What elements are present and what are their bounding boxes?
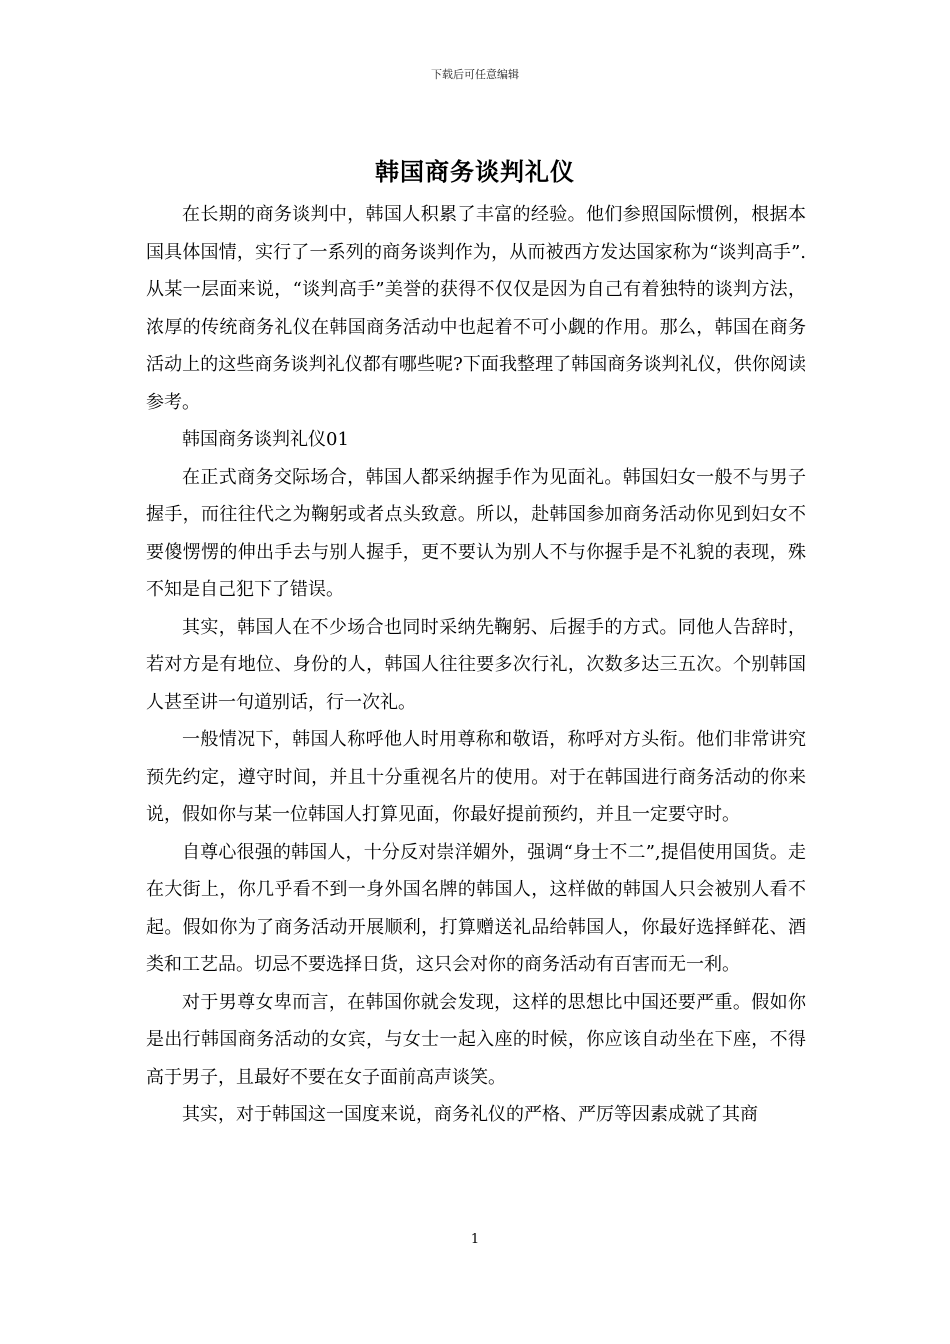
paragraph-gender: 对于男尊女卑而言，在韩国你就会发现，这样的思想比中国还要严重。假如你是出行韩国商务活动的女宾，与女士一起入座的时候，你应该自动坐在下座，不得高于男子，且最好不要在女子面前高声谈笑。 <box>146 991 806 1088</box>
paragraph-intro: 在长期的商务谈判中，韩国人积累了丰富的经验。他们参照国际惯例，根据本国具体国情，实行了一系列的商务谈判作为，从而被西方发达国家称为“谈判高手”.从某一层面来说，“谈判高手”美誉的获得不仅仅是因为自己有着独特的谈判方法，浓厚的传统商务礼仪在韩国商务活动中也起着不可小觑的作用。那么，韩国在商务活动上的这些商务谈判礼仪都有哪些呢?下面我整理了韩国商务谈判礼仪，供你阅读参考。 <box>146 204 806 413</box>
paragraph-gifts: 自尊心很强的韩国人，十分反对崇洋媚外，强调“身士不二”,提倡使用国货。走在大街上，你几乎看不到一身外国名牌的韩国人，这样做的韩国人只会被别人看不起。假如你为了商务活动开展顺利，打算赠送礼品给韩国人，你最好选择鲜花、酒类和工艺品。切忌不要选择日货，这只会对你的商务活动有百害而无一利。 <box>146 841 806 975</box>
paragraph-address: 一般情况下，韩国人称呼他人时用尊称和敬语，称呼对方头衔。他们非常讲究预先约定，遵守时间，并且十分重视名片的使用。对于在韩国进行商务活动的你来说，假如你与某一位韩国人打算见面，你最好提前预约，并且一定要守时。 <box>146 729 806 825</box>
header-note: 下载后可任意编辑 <box>431 68 519 81</box>
paragraph-handshake: 在正式商务交际场合，韩国人都采纳握手作为见面礼。韩国妇女一般不与男子握手，而往往代之为鞠躬或者点头致意。所以，赴韩国参加商务活动你见到妇女不要傻愣愣的伸出手去与别人握手，更不要认为别人不与你握手是不礼貌的表现，殊不知是自己犯下了错误。 <box>146 466 806 600</box>
document-title: 韩国商务谈判礼仪 <box>375 157 575 186</box>
paragraph-bowing: 其实，韩国人在不少场合也同时采纳先鞠躬、后握手的方式。同他人告辞时，若对方是有地位、身份的人，韩国人往往要多次行礼，次数多达三五次。个别韩国人甚至讲一句道别话，行一次礼。 <box>146 616 806 713</box>
paragraph-closing: 其实，对于韩国这一国度来说，商务礼仪的严格、严厉等因素成就了其商 <box>182 1104 758 1125</box>
page-number: 1 <box>470 1232 480 1247</box>
section-heading: 韩国商务谈判礼仪01 <box>182 429 349 450</box>
document-body <box>146 196 806 1134</box>
